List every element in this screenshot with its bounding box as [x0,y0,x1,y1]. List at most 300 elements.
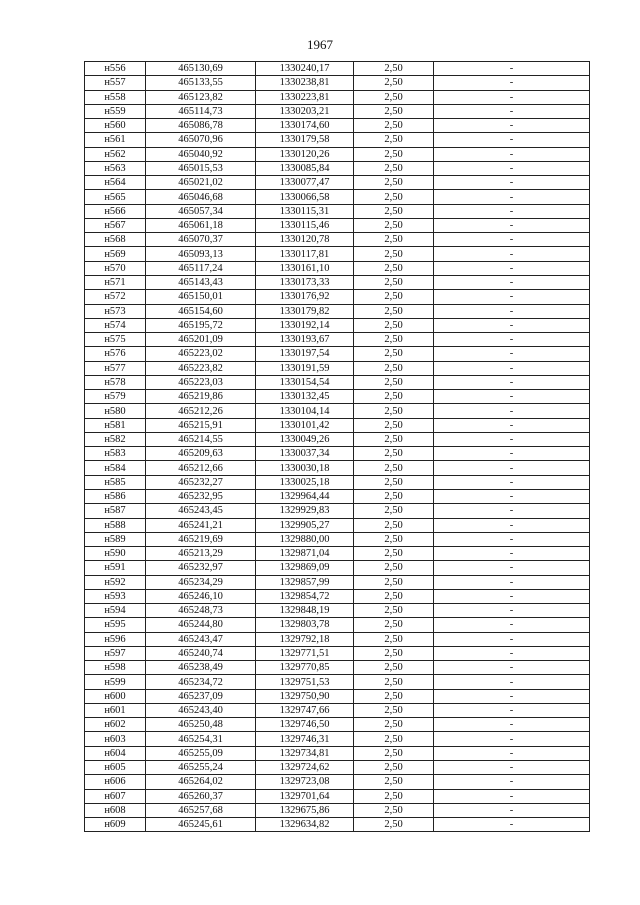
x-coordinate-cell: 465093,13 [146,247,256,261]
table-row [85,575,590,589]
x-coordinate-cell: 465154,60 [146,304,256,318]
y-coordinate-cell: 1329857,99 [256,575,354,589]
accuracy-cell: 2,50 [354,789,434,803]
description-cell: - [434,732,590,746]
x-coordinate-cell: 465215,91 [146,418,256,432]
description-cell: - [434,461,590,475]
table-row [85,361,590,375]
table-row [85,161,590,175]
accuracy-cell: 2,50 [354,661,434,675]
coordinates-table [84,61,590,832]
x-coordinate-cell: 465238,49 [146,661,256,675]
description-cell: - [434,90,590,104]
description-cell: - [434,475,590,489]
point-id-cell: н567 [85,218,146,232]
accuracy-cell: 2,50 [354,732,434,746]
point-id-cell: н603 [85,732,146,746]
table-row [85,632,590,646]
description-cell: - [434,604,590,618]
point-id-cell: н564 [85,176,146,190]
description-cell: - [434,418,590,432]
description-cell: - [434,803,590,817]
point-id-cell: н580 [85,404,146,418]
x-coordinate-cell: 465240,74 [146,646,256,660]
point-id-cell: н592 [85,575,146,589]
x-coordinate-cell: 465243,45 [146,504,256,518]
x-coordinate-cell: 465015,53 [146,161,256,175]
point-id-cell: н594 [85,604,146,618]
point-id-cell: н574 [85,318,146,332]
description-cell: - [434,218,590,232]
table-row [85,746,590,760]
table-row [85,62,590,76]
point-id-cell: н584 [85,461,146,475]
accuracy-cell: 2,50 [354,347,434,361]
point-id-cell: н558 [85,90,146,104]
point-id-cell: н565 [85,190,146,204]
table-row [85,133,590,147]
table-row [85,147,590,161]
y-coordinate-cell: 1330037,34 [256,447,354,461]
table-row [85,304,590,318]
table-row [85,90,590,104]
table-row [85,333,590,347]
description-cell: - [434,104,590,118]
y-coordinate-cell: 1330174,60 [256,119,354,133]
y-coordinate-cell: 1330049,26 [256,432,354,446]
point-id-cell: н602 [85,718,146,732]
table-row [85,261,590,275]
point-id-cell: н573 [85,304,146,318]
y-coordinate-cell: 1329746,50 [256,718,354,732]
description-cell: - [434,76,590,90]
point-id-cell: н561 [85,133,146,147]
accuracy-cell: 2,50 [354,547,434,561]
y-coordinate-cell: 1329701,64 [256,789,354,803]
description-cell: - [434,432,590,446]
y-coordinate-cell: 1329771,51 [256,646,354,660]
x-coordinate-cell: 465223,82 [146,361,256,375]
description-cell: - [434,447,590,461]
y-coordinate-cell: 1330203,21 [256,104,354,118]
accuracy-cell: 2,50 [354,76,434,90]
point-id-cell: н599 [85,675,146,689]
point-id-cell: н597 [85,646,146,660]
y-coordinate-cell: 1329854,72 [256,589,354,603]
accuracy-cell: 2,50 [354,133,434,147]
y-coordinate-cell: 1329880,00 [256,532,354,546]
y-coordinate-cell: 1329803,78 [256,618,354,632]
table-row [85,247,590,261]
y-coordinate-cell: 1329770,85 [256,661,354,675]
accuracy-cell: 2,50 [354,190,434,204]
y-coordinate-cell: 1330238,81 [256,76,354,90]
y-coordinate-cell: 1329724,62 [256,761,354,775]
table-row [85,561,590,575]
y-coordinate-cell: 1330120,78 [256,233,354,247]
y-coordinate-cell: 1329964,44 [256,489,354,503]
point-id-cell: н586 [85,489,146,503]
x-coordinate-cell: 465117,24 [146,261,256,275]
point-id-cell: н588 [85,518,146,532]
table-row [85,818,590,832]
x-coordinate-cell: 465143,43 [146,275,256,289]
description-cell: - [434,290,590,304]
point-id-cell: н572 [85,290,146,304]
x-coordinate-cell: 465213,29 [146,547,256,561]
table-row [85,661,590,675]
point-id-cell: н568 [85,233,146,247]
description-cell: - [434,375,590,389]
point-id-cell: н606 [85,775,146,789]
x-coordinate-cell: 465243,47 [146,632,256,646]
table-row [85,761,590,775]
x-coordinate-cell: 465241,21 [146,518,256,532]
x-coordinate-cell: 465086,78 [146,119,256,133]
accuracy-cell: 2,50 [354,803,434,817]
accuracy-cell: 2,50 [354,589,434,603]
accuracy-cell: 2,50 [354,176,434,190]
y-coordinate-cell: 1330192,14 [256,318,354,332]
accuracy-cell: 2,50 [354,461,434,475]
accuracy-cell: 2,50 [354,104,434,118]
description-cell: - [434,775,590,789]
y-coordinate-cell: 1329905,27 [256,518,354,532]
x-coordinate-cell: 465232,27 [146,475,256,489]
accuracy-cell: 2,50 [354,261,434,275]
point-id-cell: н570 [85,261,146,275]
point-id-cell: н608 [85,803,146,817]
x-coordinate-cell: 465234,72 [146,675,256,689]
y-coordinate-cell: 1330191,59 [256,361,354,375]
point-id-cell: н556 [85,62,146,76]
x-coordinate-cell: 465201,09 [146,333,256,347]
point-id-cell: н582 [85,432,146,446]
y-coordinate-cell: 1329792,18 [256,632,354,646]
x-coordinate-cell: 465250,48 [146,718,256,732]
y-coordinate-cell: 1330077,47 [256,176,354,190]
description-cell: - [434,746,590,760]
y-coordinate-cell: 1329750,90 [256,689,354,703]
table-row [85,504,590,518]
accuracy-cell: 2,50 [354,418,434,432]
description-cell: - [434,718,590,732]
y-coordinate-cell: 1330154,54 [256,375,354,389]
y-coordinate-cell: 1329871,04 [256,547,354,561]
accuracy-cell: 2,50 [354,703,434,717]
accuracy-cell: 2,50 [354,618,434,632]
description-cell: - [434,547,590,561]
description-cell: - [434,347,590,361]
y-coordinate-cell: 1329869,09 [256,561,354,575]
table-row [85,646,590,660]
y-coordinate-cell: 1330025,18 [256,475,354,489]
x-coordinate-cell: 465248,73 [146,604,256,618]
x-coordinate-cell: 465257,68 [146,803,256,817]
description-cell: - [434,161,590,175]
table-row [85,718,590,732]
table-row [85,803,590,817]
description-cell: - [434,62,590,76]
table-row [85,604,590,618]
y-coordinate-cell: 1329734,81 [256,746,354,760]
point-id-cell: н557 [85,76,146,90]
table-row [85,76,590,90]
accuracy-cell: 2,50 [354,504,434,518]
table-row [85,547,590,561]
x-coordinate-cell: 465209,63 [146,447,256,461]
accuracy-cell: 2,50 [354,333,434,347]
point-id-cell: н562 [85,147,146,161]
table-row [85,447,590,461]
point-id-cell: н605 [85,761,146,775]
x-coordinate-cell: 465223,02 [146,347,256,361]
accuracy-cell: 2,50 [354,475,434,489]
x-coordinate-cell: 465123,82 [146,90,256,104]
accuracy-cell: 2,50 [354,761,434,775]
y-coordinate-cell: 1330120,26 [256,147,354,161]
page-number: 1967 [307,37,333,52]
y-coordinate-cell: 1330173,33 [256,275,354,289]
x-coordinate-cell: 465133,55 [146,76,256,90]
y-coordinate-cell: 1330117,81 [256,247,354,261]
description-cell: - [434,119,590,133]
description-cell: - [434,703,590,717]
x-coordinate-cell: 465255,24 [146,761,256,775]
y-coordinate-cell: 1330197,54 [256,347,354,361]
accuracy-cell: 2,50 [354,518,434,532]
x-coordinate-cell: 465232,97 [146,561,256,575]
accuracy-cell: 2,50 [354,575,434,589]
accuracy-cell: 2,50 [354,818,434,832]
table-row [85,347,590,361]
point-id-cell: н563 [85,161,146,175]
point-id-cell: н601 [85,703,146,717]
description-cell: - [434,689,590,703]
accuracy-cell: 2,50 [354,375,434,389]
y-coordinate-cell: 1330066,58 [256,190,354,204]
x-coordinate-cell: 465254,31 [146,732,256,746]
x-coordinate-cell: 465021,02 [146,176,256,190]
point-id-cell: н591 [85,561,146,575]
accuracy-cell: 2,50 [354,689,434,703]
point-id-cell: н585 [85,475,146,489]
accuracy-cell: 2,50 [354,390,434,404]
accuracy-cell: 2,50 [354,646,434,660]
x-coordinate-cell: 465219,69 [146,532,256,546]
description-cell: - [434,589,590,603]
x-coordinate-cell: 465070,37 [146,233,256,247]
accuracy-cell: 2,50 [354,489,434,503]
table-row [85,190,590,204]
accuracy-cell: 2,50 [354,561,434,575]
description-cell: - [434,176,590,190]
x-coordinate-cell: 465264,02 [146,775,256,789]
point-id-cell: н600 [85,689,146,703]
description-cell: - [434,247,590,261]
y-coordinate-cell: 1330179,58 [256,133,354,147]
description-cell: - [434,675,590,689]
table-row [85,390,590,404]
description-cell: - [434,818,590,832]
table-row [85,732,590,746]
x-coordinate-cell: 465130,69 [146,62,256,76]
table-row [85,461,590,475]
x-coordinate-cell: 465114,73 [146,104,256,118]
accuracy-cell: 2,50 [354,275,434,289]
point-id-cell: н596 [85,632,146,646]
accuracy-cell: 2,50 [354,233,434,247]
accuracy-cell: 2,50 [354,404,434,418]
description-cell: - [434,561,590,575]
point-id-cell: н593 [85,589,146,603]
table-row [85,418,590,432]
accuracy-cell: 2,50 [354,62,434,76]
x-coordinate-cell: 465260,37 [146,789,256,803]
table-row [85,432,590,446]
y-coordinate-cell: 1330104,14 [256,404,354,418]
description-cell: - [434,518,590,532]
x-coordinate-cell: 465150,01 [146,290,256,304]
description-cell: - [434,390,590,404]
description-cell: - [434,618,590,632]
y-coordinate-cell: 1329848,19 [256,604,354,618]
x-coordinate-cell: 465246,10 [146,589,256,603]
y-coordinate-cell: 1330115,31 [256,204,354,218]
description-cell: - [434,761,590,775]
accuracy-cell: 2,50 [354,161,434,175]
description-cell: - [434,275,590,289]
point-id-cell: н609 [85,818,146,832]
y-coordinate-cell: 1330193,67 [256,333,354,347]
point-id-cell: н583 [85,447,146,461]
description-cell: - [434,147,590,161]
description-cell: - [434,504,590,518]
description-cell: - [434,333,590,347]
y-coordinate-cell: 1330115,46 [256,218,354,232]
x-coordinate-cell: 465234,29 [146,575,256,589]
x-coordinate-cell: 465232,95 [146,489,256,503]
description-cell: - [434,318,590,332]
table-row [85,375,590,389]
point-id-cell: н598 [85,661,146,675]
y-coordinate-cell: 1330223,81 [256,90,354,104]
point-id-cell: н590 [85,547,146,561]
x-coordinate-cell: 465219,86 [146,390,256,404]
description-cell: - [434,304,590,318]
point-id-cell: н579 [85,390,146,404]
x-coordinate-cell: 465046,68 [146,190,256,204]
description-cell: - [434,575,590,589]
accuracy-cell: 2,50 [354,532,434,546]
y-coordinate-cell: 1329929,83 [256,504,354,518]
table-row [85,618,590,632]
table-row [85,489,590,503]
accuracy-cell: 2,50 [354,147,434,161]
accuracy-cell: 2,50 [354,119,434,133]
y-coordinate-cell: 1330240,17 [256,62,354,76]
description-cell: - [434,632,590,646]
table-row [85,233,590,247]
table-row [85,104,590,118]
description-cell: - [434,532,590,546]
point-id-cell: н607 [85,789,146,803]
y-coordinate-cell: 1330085,84 [256,161,354,175]
table-row [85,532,590,546]
accuracy-cell: 2,50 [354,218,434,232]
accuracy-cell: 2,50 [354,432,434,446]
coordinates-table-body [85,62,590,832]
accuracy-cell: 2,50 [354,90,434,104]
accuracy-cell: 2,50 [354,304,434,318]
description-cell: - [434,661,590,675]
x-coordinate-cell: 465245,61 [146,818,256,832]
y-coordinate-cell: 1330161,10 [256,261,354,275]
point-id-cell: н577 [85,361,146,375]
x-coordinate-cell: 465061,18 [146,218,256,232]
y-coordinate-cell: 1329746,31 [256,732,354,746]
point-id-cell: н571 [85,275,146,289]
description-cell: - [434,261,590,275]
y-coordinate-cell: 1329675,86 [256,803,354,817]
y-coordinate-cell: 1330179,82 [256,304,354,318]
description-cell: - [434,789,590,803]
accuracy-cell: 2,50 [354,746,434,760]
y-coordinate-cell: 1329723,08 [256,775,354,789]
y-coordinate-cell: 1330132,45 [256,390,354,404]
description-cell: - [434,361,590,375]
y-coordinate-cell: 1330030,18 [256,461,354,475]
point-id-cell: н604 [85,746,146,760]
point-id-cell: н581 [85,418,146,432]
x-coordinate-cell: 465057,34 [146,204,256,218]
point-id-cell: н566 [85,204,146,218]
point-id-cell: н569 [85,247,146,261]
x-coordinate-cell: 465195,72 [146,318,256,332]
table-row [85,275,590,289]
x-coordinate-cell: 465223,03 [146,375,256,389]
point-id-cell: н595 [85,618,146,632]
accuracy-cell: 2,50 [354,604,434,618]
accuracy-cell: 2,50 [354,718,434,732]
y-coordinate-cell: 1329751,53 [256,675,354,689]
accuracy-cell: 2,50 [354,632,434,646]
description-cell: - [434,646,590,660]
accuracy-cell: 2,50 [354,361,434,375]
description-cell: - [434,233,590,247]
table-row [85,675,590,689]
description-cell: - [434,190,590,204]
description-cell: - [434,133,590,147]
x-coordinate-cell: 465212,66 [146,461,256,475]
table-row [85,290,590,304]
table-row [85,789,590,803]
description-cell: - [434,204,590,218]
x-coordinate-cell: 465214,55 [146,432,256,446]
y-coordinate-cell: 1329747,66 [256,703,354,717]
table-row [85,775,590,789]
x-coordinate-cell: 465255,09 [146,746,256,760]
table-row [85,703,590,717]
table-row [85,218,590,232]
accuracy-cell: 2,50 [354,775,434,789]
x-coordinate-cell: 465070,96 [146,133,256,147]
accuracy-cell: 2,50 [354,204,434,218]
y-coordinate-cell: 1330101,42 [256,418,354,432]
x-coordinate-cell: 465237,09 [146,689,256,703]
point-id-cell: н578 [85,375,146,389]
point-id-cell: н560 [85,119,146,133]
